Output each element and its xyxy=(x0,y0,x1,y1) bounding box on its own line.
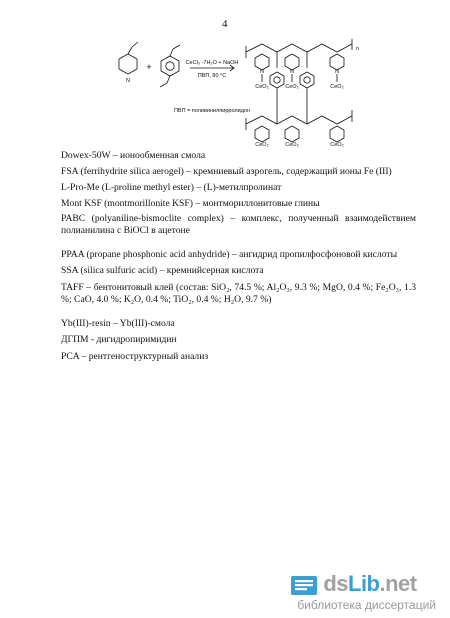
abbr-montksf: Mont KSF (montmorillonite KSF) – монтмориллонитовые глины xyxy=(61,198,320,209)
svg-text:CeO₂: CeO₂ xyxy=(255,142,269,148)
page-number: 4 xyxy=(222,18,228,30)
svg-text:CeO₂: CeO₂ xyxy=(285,142,299,148)
dslib-watermark xyxy=(291,571,436,612)
abbr-ppaa: PPAA (propane phosphonic acid anhydride) – ангидрид пропилфосфоновой кислоты xyxy=(61,249,398,260)
vinylpyridine-n-label: N xyxy=(126,78,130,84)
dslib-subtitle: библиотека диссертаций xyxy=(297,598,436,612)
pvp-note: ПВП = поливинилпирролидон xyxy=(173,108,251,114)
svg-text:CeO₂: CeO₂ xyxy=(285,84,299,90)
abbr-yb: Yb(III)-resin – Yb(III)-смола xyxy=(61,318,175,329)
abbr-lprome: L-Pro-Me (L-proline methyl ester) – (L)-метилпролинат xyxy=(61,182,282,193)
abbr-ssa: SSA (silica sulfuric acid) – кремнийсерная кислота xyxy=(61,265,264,276)
abbr-taff: TAFF – бентонитовый клей (состав: SiO₂, 74.5 %; Al₂O₃, 9.3 %; MgO, 0.4 %; Fe₂O₃, 1.3 %; CaO, 4.0 %; K₂O, 0.4 %; TiO₂, 0.4 %; H₂O, 9.7 %) xyxy=(61,282,416,305)
reagent-top: CeCl₃ ·7H₂O + NaOH xyxy=(185,60,239,66)
ceo2-label: CeO₂ xyxy=(255,84,269,90)
reagent-bottom: ПВП, 80 °C xyxy=(197,73,227,79)
abbr-pabc: PABC (polyaniline-bismoclite complex) – комплекс, полученный взаимодействием полианилина с BiOCl в ацетоне xyxy=(61,213,416,236)
svg-text:N: N xyxy=(260,69,264,75)
svg-text:CeO₂: CeO₂ xyxy=(330,84,344,90)
svg-text:CeO₂: CeO₂ xyxy=(330,142,344,148)
reaction-scheme xyxy=(0,30,450,148)
plus-sign: + xyxy=(146,62,152,72)
dslib-logo-icon xyxy=(291,573,317,595)
abbr-dgpm: ДГПМ - дигидропиримидин xyxy=(61,334,177,345)
divinylbenzene-structure xyxy=(160,45,180,87)
svg-text:N: N xyxy=(290,69,294,75)
dslib-brand: dsLib.net xyxy=(323,571,417,596)
pyridine-ring xyxy=(255,54,269,70)
repeat-n-label: n xyxy=(356,46,360,52)
svg-text:N: N xyxy=(335,69,339,75)
abbr-pca: PCA – рентгеноструктурный анализ xyxy=(61,351,209,362)
abbr-fsa: FSA (ferrihydrite silica aerogel) – кремниевый аэрогель, содержащий ионы Fe (III) xyxy=(61,166,392,177)
abbr-dowex: Dowex-50W – ионообменная смола xyxy=(61,150,206,161)
vinylpyridine-structure xyxy=(119,42,138,74)
